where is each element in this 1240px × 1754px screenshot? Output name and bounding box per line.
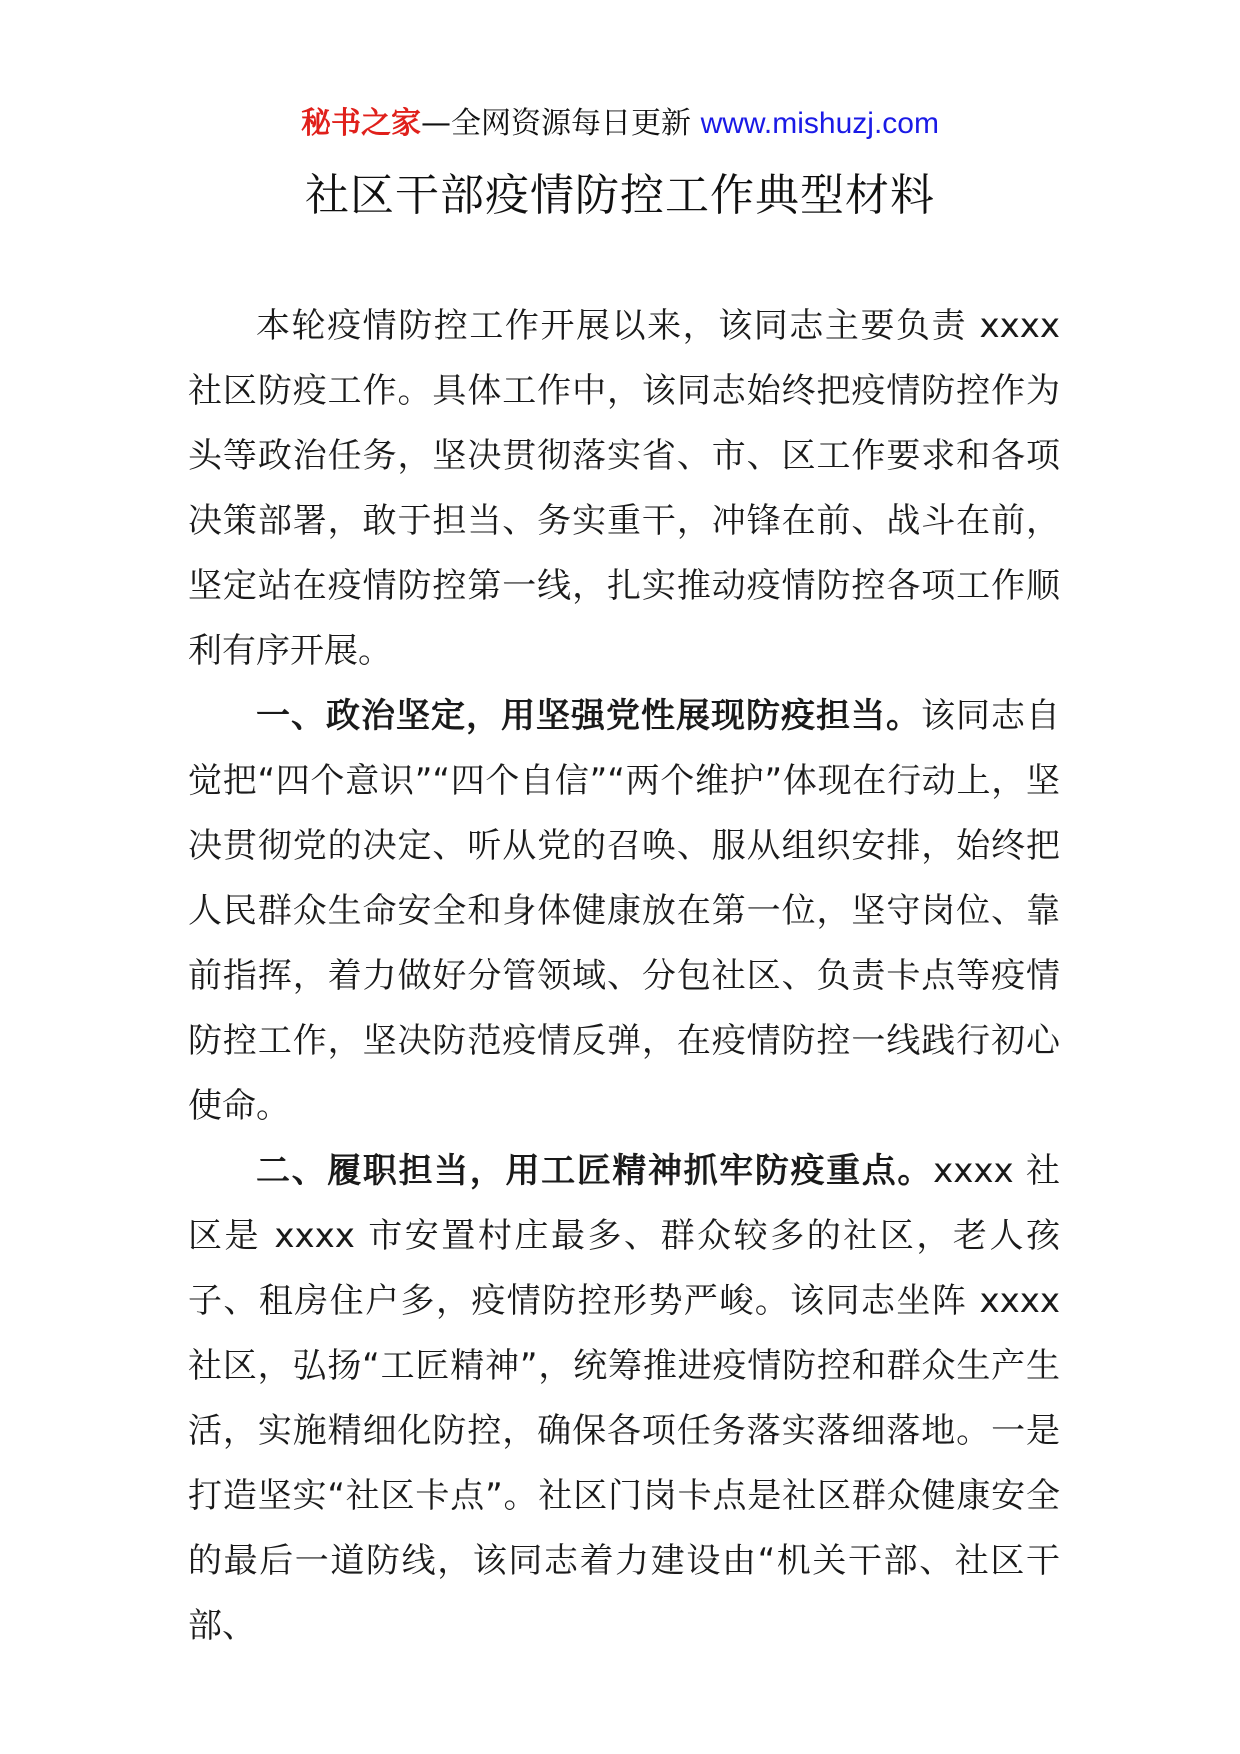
- paragraph-text: 本轮疫情防控工作开展以来，该同志主要负责 xxxx 社区防疫工作。具体工作中，该同志始终把疫情防控作为头等政治任务，坚决贯彻落实省、市、区工作要求和各项决策部署，敢于担当、务实重干，冲锋在前、战斗在前，坚定站在疫情防控第一线，扎实推动疫情防控各项工作顺利有序开展。: [188, 306, 1060, 671]
- paragraph-text: 该同志自觉把“四个意识”“四个自信”“两个维护”体现在行动上，坚决贯彻党的决定、听从党的召唤、服从组织安排，始终把人民群众生命安全和身体健康放在第一位，坚守岗位、靠前指挥，着力做好分管领域、分包社区、负责卡点等疫情防控工作，坚决防范疫情反弹，在疫情防控一线践行初心使命。: [188, 696, 1060, 1126]
- site-header: [0, 102, 1240, 146]
- paragraph-intro: [188, 294, 1060, 684]
- paragraph-text: xxxx 社区是 xxxx 市安置村庄最多、群众较多的社区，老人孩子、租房住户多，疫情防控形势严峻。该同志坐阵 xxxx 社区，弘扬“工匠精神”，统筹推进疫情防控和群众生产生活，实施精细化防控，确保各项任务落实落细落地。一是打造坚实“社区卡点”。社区门岗卡点是社区群众健康安全的最后一道防线，该同志着力建设由“机关干部、社区干部、: [188, 1151, 1061, 1646]
- header-tagline: —全网资源每日更新: [421, 106, 701, 141]
- brand-name: 秘书之家: [301, 106, 422, 141]
- paragraph-section-2: [188, 1139, 1060, 1659]
- paragraph-section-1: [188, 684, 1060, 1139]
- document-title: 社区干部疫情防控工作典型材料: [305, 170, 935, 221]
- site-url-link[interactable]: www.mishuzj.com: [700, 107, 939, 140]
- paragraph-heading: 二、履职担当，用工匠精神抓牢防疫重点。: [256, 1151, 934, 1191]
- document-body: [188, 294, 1060, 1659]
- paragraph-heading: 一、政治坚定，用坚强党性展现防疫担当。: [256, 696, 921, 736]
